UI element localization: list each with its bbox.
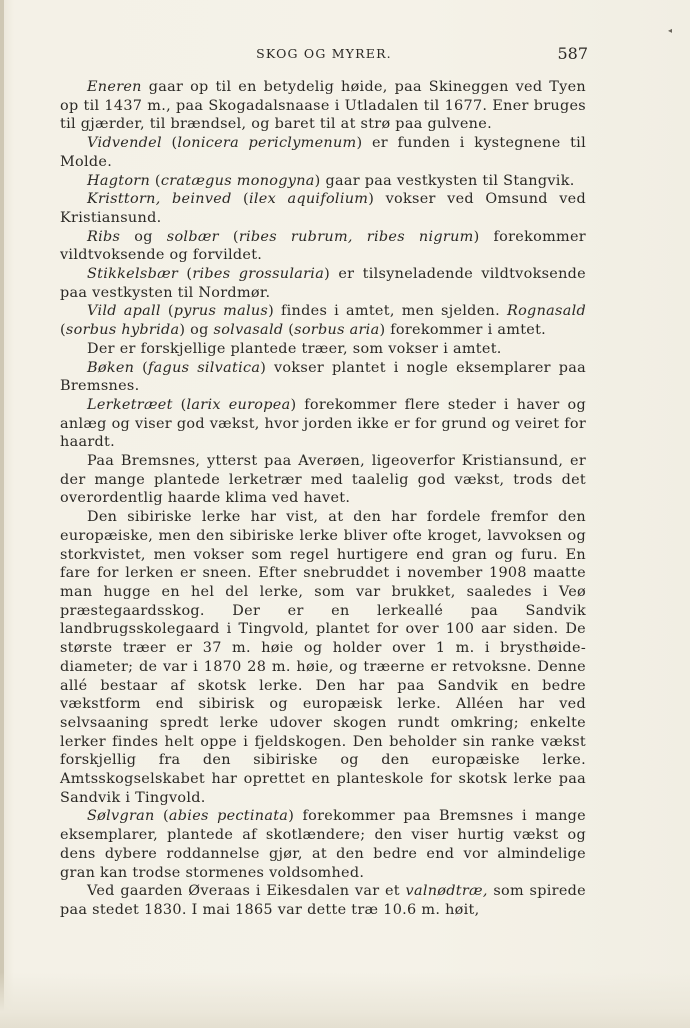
running-head: SKOG OG MYRER. [256, 46, 392, 61]
text-run: ( [178, 266, 193, 283]
italic-term: ribes grossularia [192, 266, 325, 283]
italic-term: sorbus aria [294, 322, 380, 339]
text-run: ) forekommer i amtet. [379, 322, 547, 339]
italic-term: ilex aquifolium [248, 191, 369, 208]
italic-term: Vidvendel [87, 135, 162, 152]
paragraph [60, 807, 586, 882]
italic-term: pyrus malus [173, 303, 269, 320]
text-run: ) findes i amtet, men sjelden. [268, 303, 507, 320]
text-run: ( [172, 396, 187, 413]
italic-term: cratægus monogyna [160, 172, 315, 189]
italic-term: abies pectinata [168, 808, 289, 825]
italic-term: lonicera periclymenum [177, 135, 357, 152]
text-run: ) vokser ved Omsund ved Kristiansund. [60, 191, 586, 226]
text-run: ( [60, 322, 66, 339]
text-run: ) gaar paa vestkysten til Stangvik. [314, 172, 575, 189]
paragraph [60, 340, 586, 359]
paragraph [60, 359, 586, 396]
italic-term: ribes rubrum, ribes nigrum [238, 228, 474, 245]
paragraph [60, 172, 586, 191]
italic-term: valnødtræ, [405, 883, 488, 900]
paragraph [60, 134, 586, 171]
paragraph [60, 882, 586, 919]
italic-term: sorbus hybrida [65, 322, 180, 339]
text-run: ( [160, 303, 174, 320]
text-run: Ved gaarden Øveraas i Eikesdalen var et [87, 883, 406, 900]
text-run: ( [134, 359, 149, 376]
text-run: ( [161, 135, 178, 152]
text-run: ( [154, 808, 169, 825]
italic-term: Hagtorn [87, 172, 151, 189]
text-run: ) er funden i kystegnene til Molde. [60, 135, 586, 170]
italic-term: Bøken [87, 359, 135, 376]
page-header [60, 44, 588, 64]
italic-term: Eneren [87, 79, 142, 95]
paragraph [60, 265, 586, 302]
italic-term: Stikkelsbær [87, 266, 179, 283]
text-run: ( [283, 322, 295, 339]
italic-term: fagus silvatica [148, 359, 261, 376]
text-run: gaar op til en betydelig høide, paa Skineggen ved Tyen op til 1437 m., paa Skogadalsnaase i Utladalen til 1677. Ener bruges til gjærder, til brændsel, og baret til at strø paa gulvene. [60, 79, 586, 133]
paragraph [60, 508, 586, 807]
paragraph [60, 228, 586, 265]
italic-term: Vild apall [87, 303, 161, 320]
italic-term: Sølvgran [87, 808, 155, 825]
text-run: ) vokser plantet i nogle eksemplarer paa Bremsnes. [60, 359, 586, 395]
text-run: ) forekommer flere steder i haver og anlæg og viser god vækst, hvor jorden ikke er for grund og veiret for haardt. [60, 396, 586, 451]
text-run: som spirede paa stedet 1830. I mai 1865 var dette træ 10.6 m. høit, [60, 883, 586, 918]
corner-mark: ◂ [667, 26, 672, 35]
text-run: ) forekommer paa Bremsnes i mange eksemplarer, plantede af skotlændere; den viser hurtig vækst og dens dybere roddannelse gjør, at den bedre end vor almindelige gran kan trodse stormenes voldsomhed. [60, 808, 586, 881]
text-run: ( [231, 191, 249, 208]
body-text [60, 78, 586, 920]
text-run: ) og [179, 322, 214, 339]
italic-term: solvasald [213, 322, 284, 339]
text-run: og [120, 228, 167, 245]
text-run: ) forekommer vildtvoksende og forvildet. [60, 228, 586, 264]
italic-term: Lerketræet [87, 396, 173, 413]
text-run: Paa Bremsnes, ytterst paa Averøen, ligeoverfor Kristiansund, er der mange plantede lerketrær med taalelig god vækst, trods det overordentlig haarde klima ved havet. [60, 453, 586, 507]
paragraph [60, 452, 586, 508]
text-run: Den sibiriske lerke har vist, at den har fordele fremfor den europæiske, men den sibiriske lerke bliver ofte kroget, lavvoksen og storkvistet, men vokser som regel hurtigere end gran og furu. En fare for lerken er sneen. Efter snebruddet i november 1908 maatte man hugge en hel del lerke, som var brukket, saaledes i Veø præstegaardsskog. Der er en lerkeallé paa Sandvik landbrugsskolegaard i Tingvold, plantet for over 100 aar siden. De største træer er 37 m. høie og holder over 1 m. i brysthøide-diameter; de var i 1870 28 m. høie, og træerne er retvoksne. Denne allé bestaar af skotsk lerke. Den har paa Sandvik en bedre vækstform end sibirisk og europæisk lerke. Alléen har ved selvsaaning spredt lerke udover skogen rundt omkring; enkelte lerker findes helt oppe i fjeldskogen. Den beholder sin ranke vækst forskjellig fra den sibiriske og den europæiske lerke. Amtsskogselskabet har oprettet en planteskole for skotsk lerke paa Sandvik i Tingvold. [60, 509, 586, 806]
page-bottom-edge [0, 972, 690, 1028]
text-run: Der er forskjellige plantede træer, som vokser i amtet. [87, 340, 502, 357]
italic-term: larix europea [186, 396, 291, 413]
page-number: 587 [557, 44, 588, 63]
paragraph [60, 78, 586, 134]
paragraph [60, 302, 586, 339]
italic-term: Rognasald [506, 303, 586, 320]
italic-term: solbær [166, 228, 219, 245]
paragraph [60, 396, 586, 452]
text-run: ) er tilsyneladende vildtvoksende paa vestkysten til Nordmør. [60, 266, 586, 301]
binding-edge [0, 0, 4, 1028]
italic-term: Ribs [87, 228, 121, 245]
italic-term: Kristtorn, beinved [87, 191, 232, 208]
text-run: ( [150, 172, 161, 189]
paragraph [60, 190, 586, 227]
text-run: ( [218, 228, 239, 245]
